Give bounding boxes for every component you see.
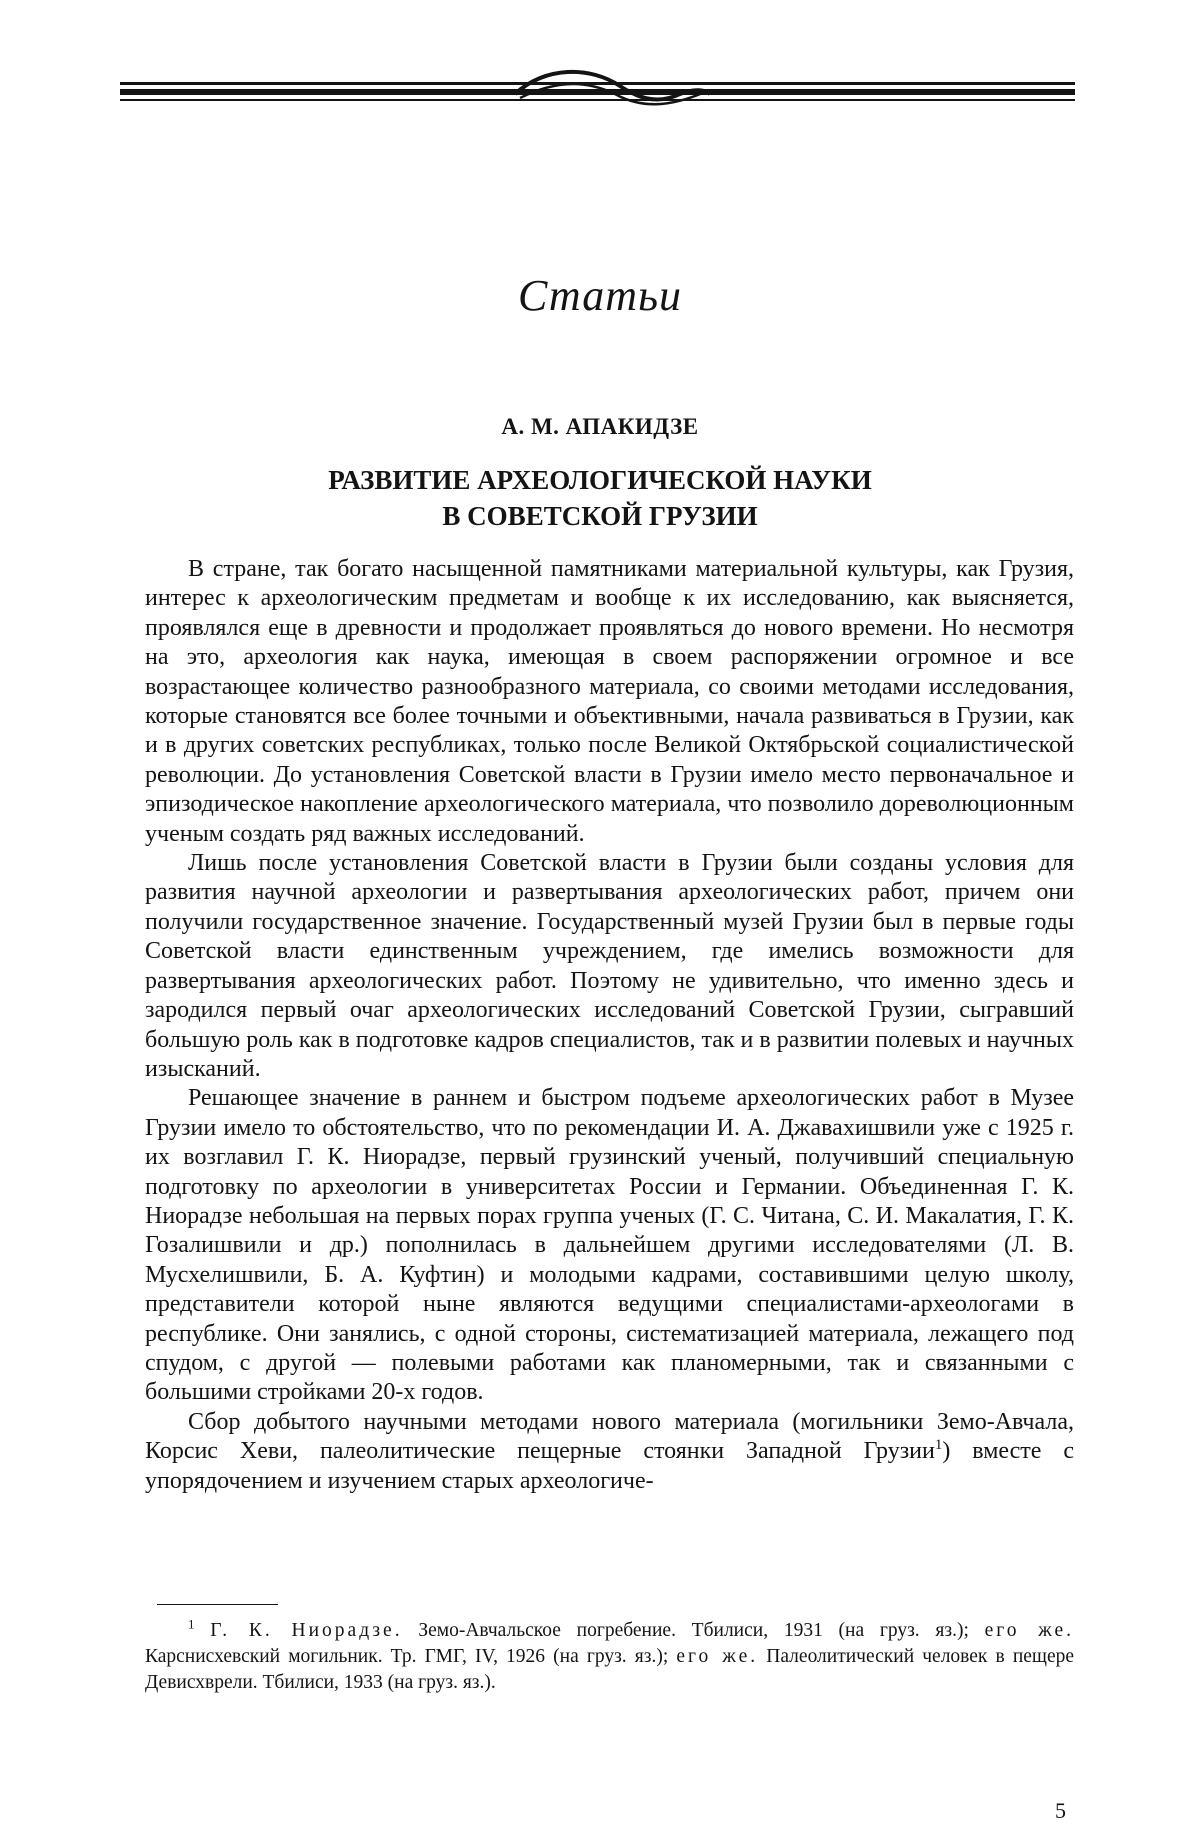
footnote-ego-2: его же. [676, 1646, 759, 1667]
footnote-ego-1: его же. [984, 1620, 1075, 1641]
paragraph-2: Лишь после установления Советской власти в Грузии были созданы условия для развития научной археологии и развертывания археологических работ, причем они получили государственное значение. Государственный музей Грузии был в первые годы Советской власти единственным учреждением, где имелись возможности для развертывания археологических работ. Поэтому не удивительно, что именно здесь и зародился первый очаг археологических исследований Советской Грузии, сыгравший большую роль как в подготовке кадров специалистов, так и в развитии полевых и научных изысканий. [145, 850, 1074, 1082]
footnote-reference: 1 [934, 1437, 943, 1454]
article-title-line-1: РАЗВИТИЕ АРХЕОЛОГИЧЕСКОЙ НАУКИ [328, 465, 872, 495]
article-title-line-2: В СОВЕТСКОЙ ГРУЗИИ [442, 501, 758, 531]
footnote-part-3: Палеолитический человек в пещере Девисхврели. Тбилиси, 1933 (на груз. яз.). [145, 1646, 1075, 1693]
decorative-header-rule [120, 68, 1075, 118]
page-number: 5 [1055, 1798, 1066, 1823]
article-title [0, 462, 1200, 534]
footnote-author: Г. К. Ниорадзе. [210, 1620, 403, 1641]
section-title: Статьи [517, 271, 683, 320]
footnote-part-1: Земо-Авчальское погребение. Тбилиси, 1931 (на груз. яз.); [402, 1620, 969, 1641]
footnote-number: 1 [188, 1616, 195, 1632]
footnote-part-2: Карснисхевский могильник. Тр. ГМГ, IV, 1926 (на груз. яз.); [145, 1646, 669, 1667]
article-author: А. М. АПАКИДЗЕ [501, 414, 699, 439]
paragraph-4-text-before: Сбор добытого научными методами нового материала (могильники Земо-Авчала, Корсис Хеви, палеолитические пещерные стоянки Западной Грузии [145, 1408, 1074, 1465]
footnote-text [145, 1618, 1074, 1696]
paragraph-3: Решающее значение в раннем и быстром подъеме археологических работ в Музее Грузии имело то обстоятельство, что по рекомендации И. А. Джавахишвили уже с 1925 г. их возглавил Г. К. Ниорадзе, первый грузинский ученый, получивший специальную подготовку по археологии в университетах России и Германии. Объединенная Г. К. Ниорадзе небольшая на первых порах группа ученых (Г. С. Читана, С. И. Макалатия, Г. К. Гозалишвили и др.) пополнилась в дальнейшем другими исследователями (Л. В. Мусхелишвили, Б. А. Куфтин) и молодыми кадрами, составившими целую школу, представители которой ныне являются ведущими специалистами-археологами в республике. Они занялись, с одной стороны, систематизацией материала, лежащего под спудом, с другой — полевыми работами как планомерными, так и связанными с большими стройками 20-х годов. [145, 1085, 1074, 1406]
paragraph-4-text-after: ) вместе с упорядочением и изучением старых археологиче- [145, 1438, 1074, 1494]
paragraph-4 [145, 1408, 1074, 1496]
footnote [145, 1618, 1074, 1696]
footnote-separator [157, 1604, 278, 1605]
article-body [145, 555, 1074, 1496]
paragraph-1: В стране, так богато насыщенной памятниками материальной культуры, как Грузия, интерес к археологическим предметам и вообще к их исследованию, как выясняется, проявлялся еще в древности и продолжает проявляться до нового времени. Но несмотря на это, археология как наука, имеющая в своем распоряжении огромное и все возрастающее количество разнообразного материала, со своими методами исследования, которые становятся все более точными и объективными, начала развиваться в Грузии, как и в других советских республиках, только после Великой Октябрьской социалистической революции. До установления Советской власти в Грузии имело место первоначальное и эпизодическое накопление археологического материала, что позволило дореволюционным ученым создать ряд важных исследований. [145, 556, 1074, 847]
